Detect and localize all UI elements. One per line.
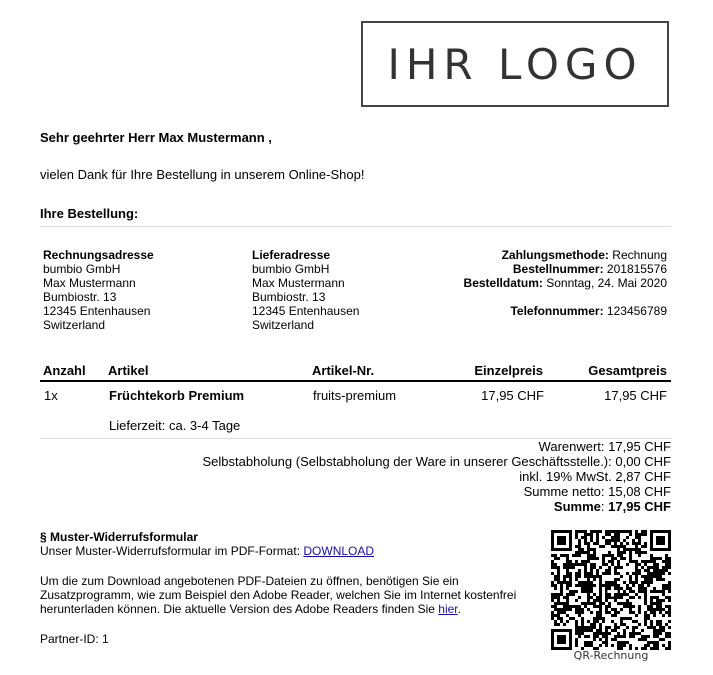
phone-label: Telefonnummer:	[510, 304, 604, 318]
divider	[40, 226, 671, 227]
vat-amount: inkl. 19% MwSt. 2,87 CHF	[519, 469, 671, 484]
row-article-no: fruits-premium	[313, 388, 397, 403]
qr-code	[551, 530, 671, 650]
grand-total-separator: :	[600, 499, 609, 514]
pdf-info	[40, 574, 530, 616]
shipping-heading: Lieferadresse	[252, 248, 331, 262]
goods-value: Warenwert: 17,95 CHF	[538, 439, 671, 454]
qr-label: QR-Rechnung	[573, 649, 649, 662]
shipping-line: 12345 Entenhausen	[252, 304, 360, 318]
partner-id: Partner-ID: 1	[40, 632, 109, 646]
adobe-reader-link[interactable]: hier	[438, 602, 458, 616]
net-sum: Summe netto: 15,08 CHF	[523, 484, 671, 499]
billing-line: Switzerland	[43, 318, 106, 332]
billing-heading: Rechnungsadresse	[43, 248, 154, 262]
order-date	[464, 276, 667, 290]
phone-value: 123456789	[606, 304, 667, 318]
shipping-line: Max Mustermann	[252, 276, 345, 290]
grand-total	[203, 499, 672, 514]
shipping-line: Switzerland	[252, 318, 315, 332]
grand-total-label: Summe	[553, 499, 601, 514]
withdrawal-heading: § Muster-Widerrufsformular	[40, 530, 198, 544]
row-total-price: 17,95 CHF	[604, 388, 667, 403]
payment-method-label: Zahlungsmethode:	[501, 248, 609, 262]
row-qty: 1x	[44, 388, 58, 403]
billing-line: Bumbiostr. 13	[43, 290, 117, 304]
col-header-unit-price: Einzelpreis	[474, 363, 543, 378]
pickup-cost: Selbstabholung (Selbstabholung der Ware in unserer Geschäftsstelle.): 0,00 CHF	[202, 454, 671, 469]
logo-placeholder	[361, 21, 669, 107]
spacer	[464, 290, 667, 304]
order-number	[464, 262, 667, 276]
col-header-article-no: Artikel-Nr.	[312, 363, 375, 378]
totals-block	[203, 439, 672, 514]
billing-line: bumbio GmbH	[43, 262, 121, 276]
table-header-divider	[40, 380, 671, 382]
download-link[interactable]: DOWNLOAD	[303, 544, 375, 558]
billing-line: 12345 Entenhausen	[43, 304, 151, 318]
greeting: Sehr geehrter Herr Max Mustermann ,	[40, 130, 272, 145]
phone-number	[464, 304, 667, 318]
shipping-line: bumbio GmbH	[252, 262, 330, 276]
payment-method	[464, 248, 667, 262]
order-number-value: 201815576	[606, 262, 667, 276]
withdrawal-section	[40, 530, 530, 558]
order-heading: Ihre Bestellung:	[40, 206, 139, 221]
row-delivery-time: Lieferzeit: ca. 3-4 Tage	[109, 418, 241, 433]
billing-line: Max Mustermann	[43, 276, 136, 290]
col-header-article: Artikel	[108, 363, 149, 378]
pdf-info-text: Um die zum Download angebotenen PDF-Dateien zu öffnen, benötigen Sie ein Zusatzprogramm, wie zum Beispiel den Adobe Reader, welchen Sie im Internet kostenfrei herunterladen können. Die aktuelle Version des Adobe Readers finden Sie	[40, 574, 517, 616]
payment-info	[464, 248, 667, 318]
withdrawal-text	[40, 544, 530, 558]
shipping-line: Bumbiostr. 13	[252, 290, 326, 304]
row-unit-price: 17,95 CHF	[481, 388, 544, 403]
order-date-value: Sonntag, 24. Mai 2020	[546, 276, 667, 290]
thanks-text: vielen Dank für Ihre Bestellung in unserem Online-Shop!	[40, 167, 365, 182]
grand-total-value: 17,95 CHF	[608, 499, 671, 514]
billing-address	[43, 248, 154, 332]
logo-text: IHR LOGO	[387, 39, 643, 89]
col-header-qty: Anzahl	[43, 363, 86, 378]
row-article: Früchtekorb Premium	[109, 388, 245, 403]
col-header-total-price: Gesamtpreis	[588, 363, 667, 378]
order-date-label: Bestelldatum:	[463, 276, 543, 290]
pdf-info-end: .	[457, 602, 461, 616]
payment-method-value: Rechnung	[612, 248, 667, 262]
order-number-label: Bestellnummer:	[512, 262, 604, 276]
withdrawal-label: Unser Muster-Widerrufsformular im PDF-Format:	[40, 544, 304, 558]
shipping-address	[252, 248, 359, 332]
